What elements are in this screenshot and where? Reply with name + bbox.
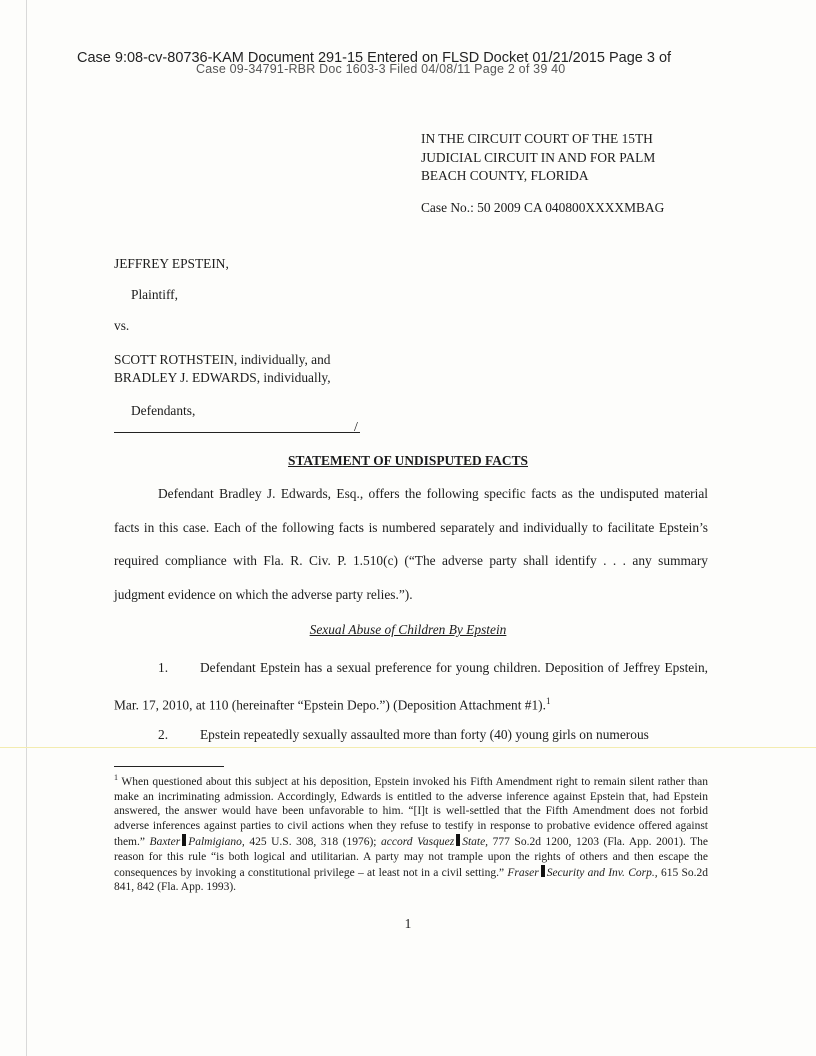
court-line-3: BEACH COUNTY, FLORIDA	[421, 168, 589, 183]
case-number: Case No.: 50 2009 CA 040800XXXXMBAG	[421, 200, 665, 215]
defendant-line-1: SCOTT ROTHSTEIN, individually, and	[114, 352, 331, 367]
fact-2-text: Epstein repeatedly sexually assaulted more than forty (40) young girls on numerous	[200, 727, 649, 742]
caption-slash: /	[354, 420, 358, 435]
footnote-part-4: 615 So.2d 841, 842 (Fla. App. 1993).	[114, 866, 709, 894]
case-2-party-a: Vasquez	[417, 836, 455, 849]
filing-stamp-line-1: Case 9:08-cv-80736-KAM Document 291-15 Entered on FLSD Docket 01/21/2015 Page 3 of	[77, 50, 672, 66]
intro-text: Defendant Bradley J. Edwards, Esq., offers the following specific facts as the undisputed material facts in this case. Each of the following facts is numbered separately and individually to facilitate Epstein’s required compliance with Fla. R. Civ. P. 1.510(c) (“The adverse party shall identify . . . any summary judgment evidence on which the adverse party relies.”).	[114, 486, 708, 602]
footnote-1	[114, 771, 708, 895]
scan-edge-line	[26, 0, 27, 1056]
fact-1-number: 1.	[158, 660, 169, 675]
plaintiff-name: JEFFREY EPSTEIN,	[114, 256, 229, 271]
redaction-mark	[456, 834, 460, 846]
case-1-party-b: Palmigiano,	[188, 836, 245, 849]
filing-stamp-line-2	[196, 62, 565, 76]
fact-1	[114, 651, 708, 721]
case-1-party-a: Baxter	[149, 836, 181, 849]
section-heading: Sexual Abuse of Children By Epstein	[309, 622, 507, 637]
case-2-party-b: State,	[462, 836, 489, 849]
caption-rule	[114, 432, 360, 433]
court-block	[421, 130, 655, 186]
footnote-rule	[114, 766, 224, 767]
court-line-1: IN THE CIRCUIT COURT OF THE 15TH	[421, 131, 653, 146]
footnote-part-3: 777 So.2d 1200, 1203 (Fla. App. 2001). The reason for this rule “is both logical and utilitarian. A party may not trample upon the rights of others and then escape the consequences by invoking a constitutional privilege – at least not in a civil setting.”	[114, 836, 709, 879]
fact-1-text: Defendant Epstein has a sexual preference for young children. Deposition of Jeffrey Epstein, Mar. 17, 2010, at 110 (hereinafter “Epstein Depo.”) (Deposition Attachment #1).	[114, 660, 708, 712]
filing-stamp-page-total: 40	[551, 62, 566, 76]
court-line-2: JUDICIAL CIRCUIT IN AND FOR PALM	[421, 149, 656, 165]
footnote-part-1: When questioned about this subject at his deposition, Epstein invoked his Fifth Amendment right to remain silent rather than make an incriminating admission. Accordingly, Edwards is entitled to the adverse inference against Epstein that, had Epstein answered, the answer would have been unfavorable to him. “[I]t is well-settled that the Fifth Amendment does not forbid adverse inferences against parties to civil actions when they refuse to testify in response to probative evidence offered against them.”	[114, 775, 708, 849]
defendant-role: Defendants,	[131, 403, 196, 418]
case-3-party-b: Security and Inv. Corp.,	[546, 866, 658, 879]
redaction-mark	[541, 865, 545, 877]
footnote-part-2: 425 U.S. 308, 318 (1976);	[249, 836, 377, 849]
plaintiff-role: Plaintiff,	[131, 287, 178, 302]
document-title: STATEMENT OF UNDISPUTED FACTS	[288, 453, 528, 468]
fact-2-number: 2.	[158, 727, 169, 742]
page-number: 1	[404, 916, 412, 931]
footnote-marker: 1	[114, 773, 118, 782]
defendant-line-2: BRADLEY J. EDWARDS, individually,	[114, 370, 331, 385]
case-3-party-a: Fraser	[507, 866, 539, 879]
versus: vs.	[114, 318, 130, 333]
filing-stamp-line-2-text: Case 09-34791-RBR Doc 1603-3 Filed 04/08/11 Page 2 of 39	[196, 62, 548, 76]
footnote-ref-1: 1	[545, 695, 551, 706]
case-2-signal: accord	[381, 836, 413, 849]
intro-paragraph	[114, 477, 708, 611]
fact-2	[114, 718, 708, 752]
redaction-mark	[182, 834, 186, 846]
